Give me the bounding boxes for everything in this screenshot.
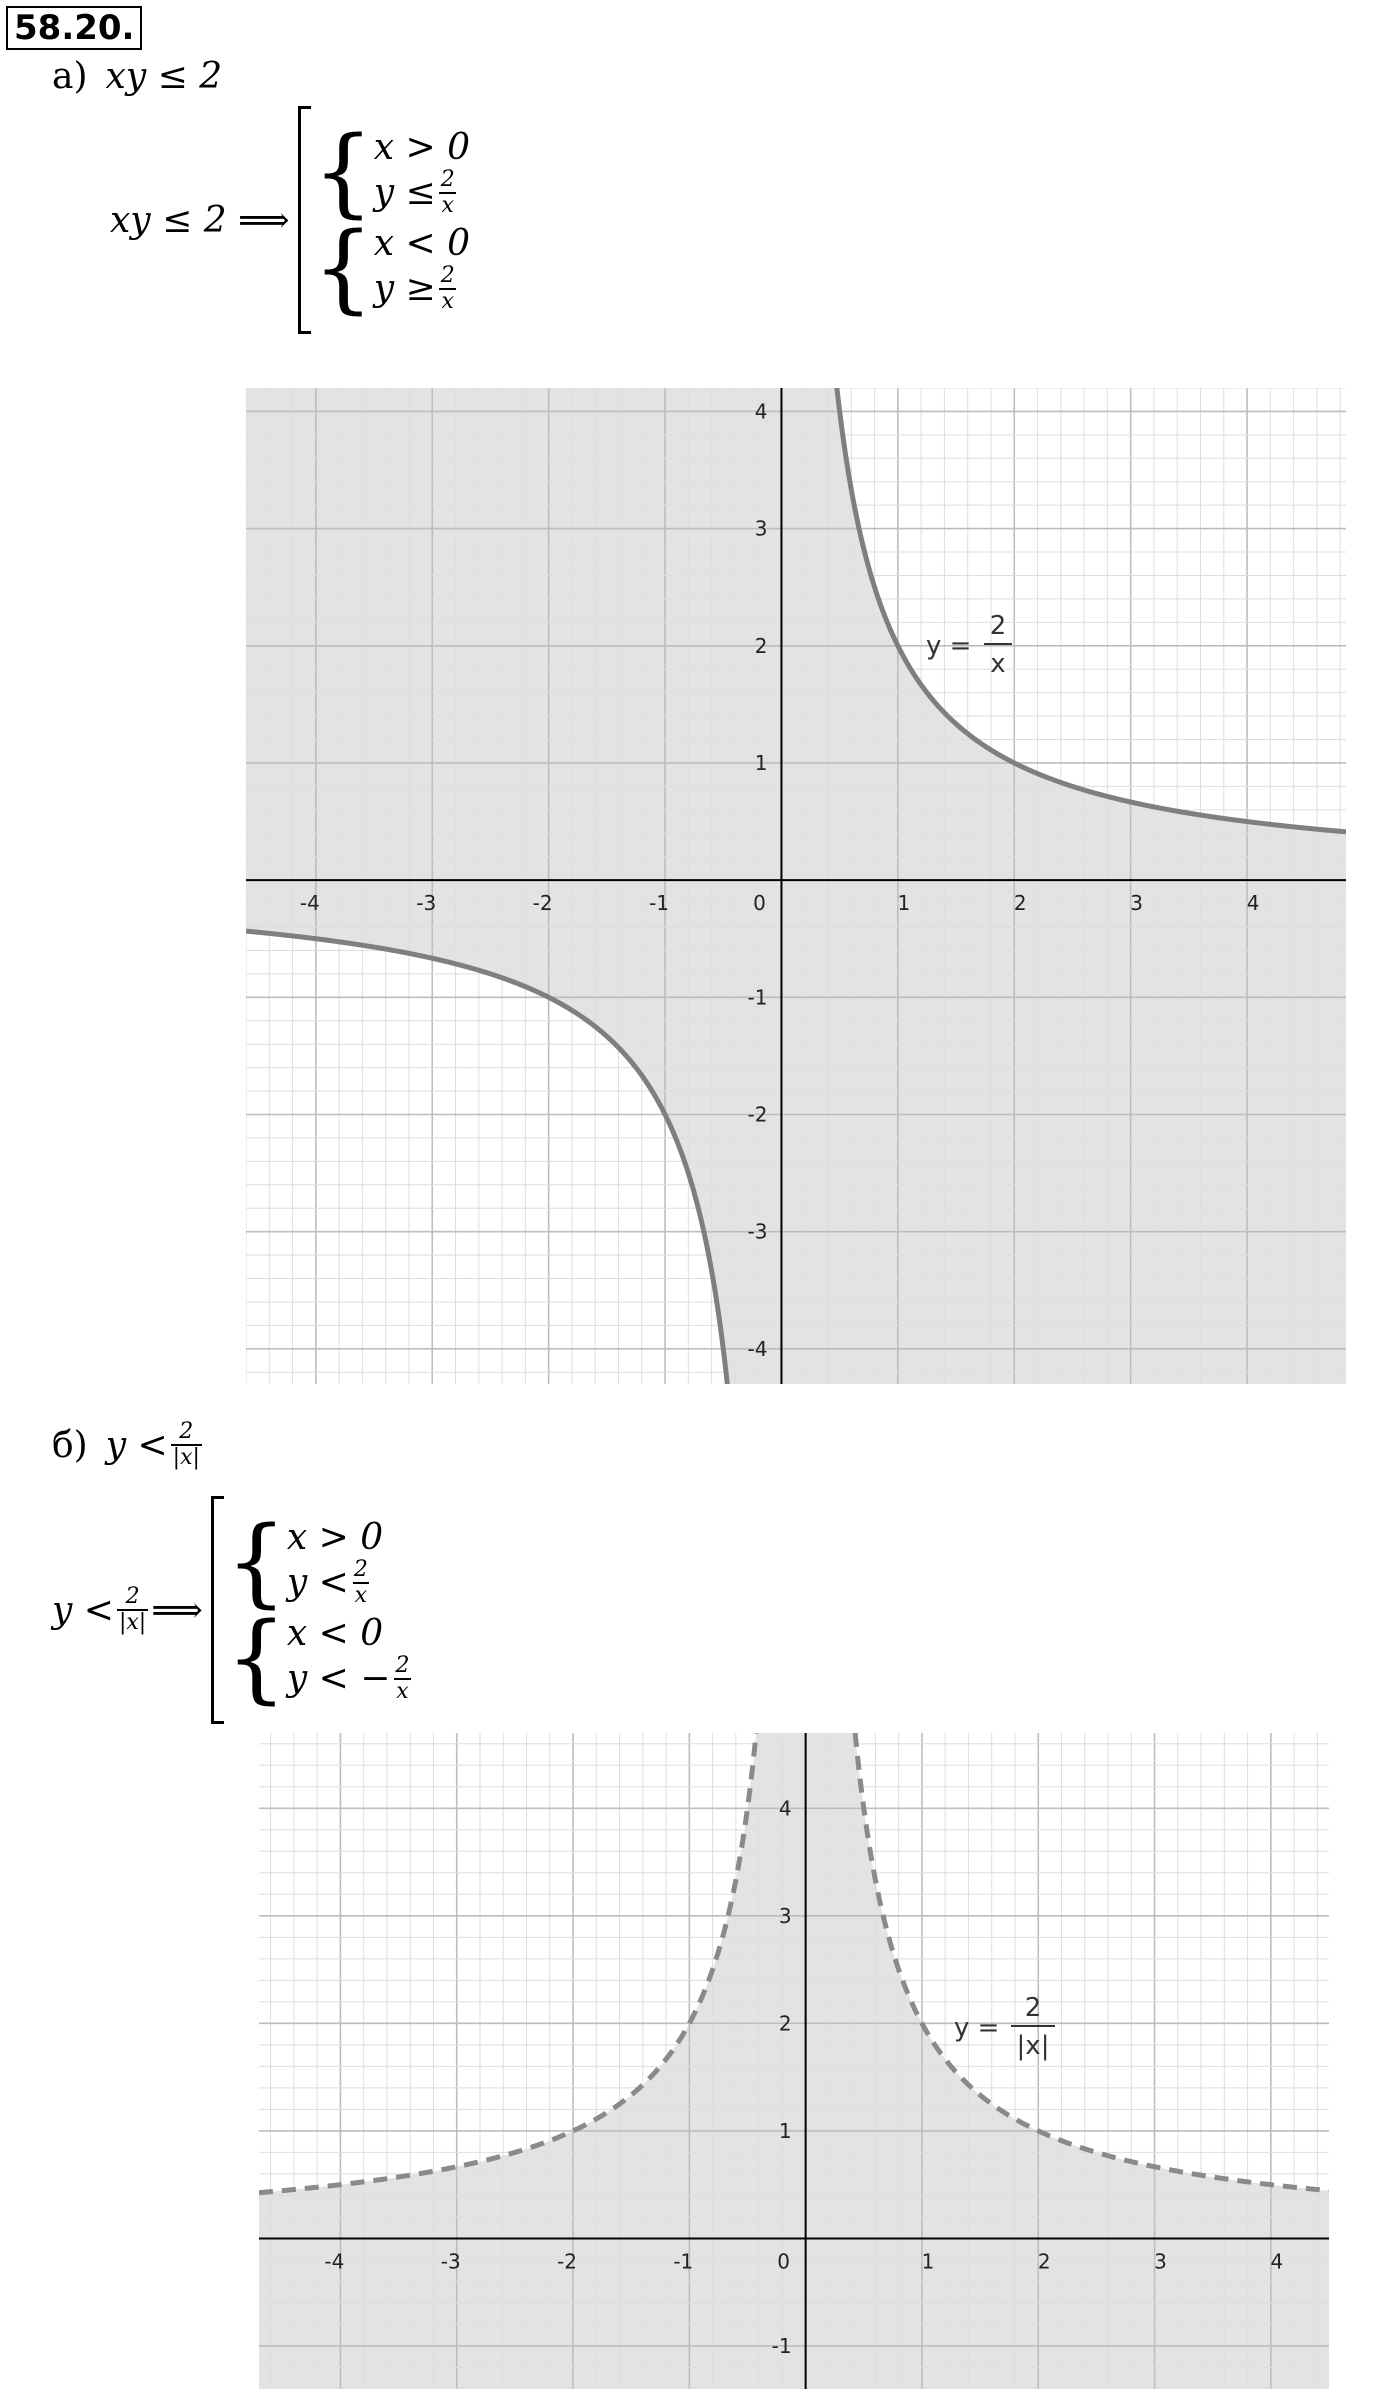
x-tick-label: 1: [897, 891, 911, 916]
fraction-denominator: x: [441, 192, 454, 218]
x-tick-label: -3: [440, 2249, 461, 2274]
part-a-case-1: [312, 116, 470, 228]
part-a-case1-fraction: [439, 168, 457, 218]
part-a-case-2: [312, 212, 470, 324]
part-b-ineq-fraction: [171, 1420, 202, 1470]
part-b-label: б): [52, 1424, 88, 1466]
brace-icon: {: [312, 212, 374, 324]
function-label-left: y =: [926, 631, 972, 661]
fraction-numerator: 2: [125, 1584, 140, 1609]
part-a-case1-cond1: x > 0: [373, 126, 470, 168]
part-b-header: [52, 1420, 205, 1470]
part-b-case1-cond2: y <: [286, 1562, 349, 1603]
chart-b-abs-hyperbola: [259, 1733, 1329, 2389]
y-tick-label: 3: [754, 516, 768, 541]
x-tick-label: 1: [921, 2249, 935, 2274]
x-tick-label: -4: [299, 891, 320, 916]
function-label-denominator: x: [990, 649, 1006, 679]
fraction-numerator: 2: [353, 1556, 368, 1582]
part-b-case2-cond1: x < 0: [286, 1612, 384, 1654]
part-b-ineq-left: y <: [105, 1424, 168, 1466]
x-tick-label: -1: [649, 891, 670, 916]
brace-icon: {: [225, 1506, 287, 1618]
y-tick-label: -2: [747, 1102, 768, 1127]
y-tick-label: 1: [778, 2118, 792, 2143]
part-b-case-2: [225, 1602, 415, 1714]
y-tick-label: 4: [778, 1796, 792, 1821]
chart-a-hyperbola: [246, 388, 1346, 1384]
y-tick-label: -3: [747, 1219, 768, 1244]
y-tick-label: 4: [754, 399, 768, 424]
x-tick-label: -4: [324, 2249, 345, 2274]
part-b-lhs-fraction: [117, 1585, 148, 1635]
x-tick-label: 2: [1037, 2249, 1051, 2274]
part-a-lhs: xy ≤ 2 ⟹: [110, 199, 290, 241]
part-b-case2-cond2: y < −: [286, 1658, 391, 1699]
part-b-square-bracket: [211, 1496, 224, 1724]
y-tick-label: 2: [778, 2011, 792, 2036]
y-tick-label: -1: [771, 2333, 792, 2358]
function-label-numerator: 2: [1024, 1993, 1042, 2023]
part-a-case2-cond2: y ≥: [373, 268, 436, 309]
x-tick-label: -2: [532, 891, 553, 916]
x-tick-label: 3: [1130, 891, 1144, 916]
x-tick-label: 2: [1013, 891, 1027, 916]
x-tick-label: -3: [416, 891, 437, 916]
brace-icon: {: [225, 1602, 287, 1714]
x-tick-label: 3: [1154, 2249, 1167, 2274]
x-tick-label: -1: [673, 2249, 694, 2274]
fraction-denominator: |x|: [172, 1445, 200, 1470]
fraction-numerator: 2: [440, 262, 455, 288]
x-tick-label: 0: [753, 891, 766, 916]
part-b-case-1: [225, 1506, 415, 1618]
part-a-inequality: xy ≤ 2: [105, 56, 223, 97]
y-tick-label: 1: [754, 750, 768, 775]
part-a-case2-cond1: x < 0: [373, 222, 470, 264]
y-tick-label: 3: [778, 1903, 792, 1928]
part-a-square-bracket: [298, 106, 311, 334]
fraction-denominator: x: [441, 288, 454, 314]
part-a-system: [110, 100, 470, 340]
part-a-case1-cond2: y ≤: [373, 172, 436, 213]
part-a-label: а): [52, 56, 88, 97]
part-a-case2-fraction: [439, 264, 457, 314]
function-label-numerator: 2: [989, 611, 1007, 641]
x-tick-label: 4: [1246, 891, 1260, 916]
implies-arrow: ⟹: [151, 1589, 203, 1631]
part-b-lhs-left: y <: [52, 1589, 114, 1631]
y-tick-label: -1: [747, 985, 768, 1010]
function-label-left: y =: [954, 2013, 1000, 2043]
fraction-denominator: x: [354, 1582, 368, 1608]
x-tick-label: 0: [777, 2249, 790, 2274]
x-tick-label: -2: [557, 2249, 577, 2274]
fraction-numerator: 2: [179, 1419, 194, 1444]
problem-number: 58.20.: [6, 6, 142, 50]
part-b-case1-cond1: x > 0: [286, 1516, 384, 1558]
fraction-numerator: 2: [440, 166, 455, 192]
fraction-numerator: 2: [395, 1652, 410, 1678]
part-b-case2-fraction: [393, 1654, 411, 1704]
brace-icon: {: [312, 116, 374, 228]
fraction-denominator: x: [396, 1678, 409, 1704]
x-tick-label: 4: [1270, 2249, 1284, 2274]
y-tick-label: -4: [747, 1336, 768, 1361]
y-tick-label: 2: [754, 633, 768, 658]
part-b-system: [52, 1490, 414, 1730]
function-label-denominator: |x|: [1016, 2031, 1050, 2061]
fraction-denominator: |x|: [118, 1610, 147, 1635]
part-b-case1-fraction: [352, 1558, 370, 1608]
part-a-header: [52, 56, 222, 97]
